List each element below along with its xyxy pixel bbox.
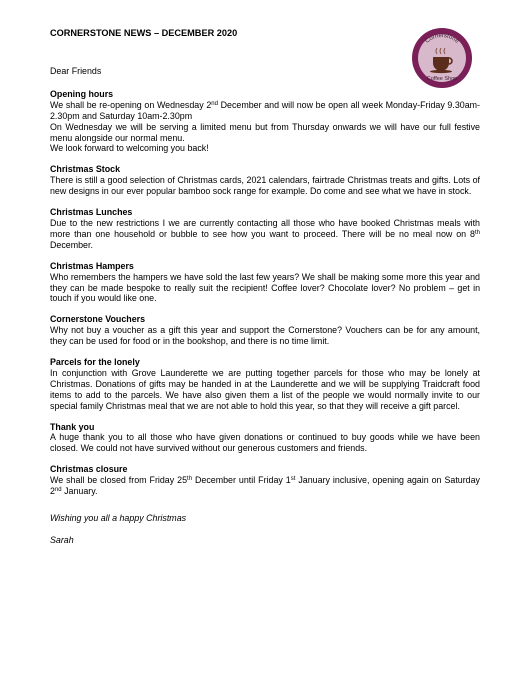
ordinal-suffix: st: [290, 476, 296, 483]
logo-bottom-text: Coffee Shop: [426, 76, 458, 82]
cornerstone-coffee-logo: [411, 27, 473, 89]
section-body: [50, 100, 480, 155]
salutation: Dear Friends: [50, 66, 102, 76]
ordinal-suffix: th: [187, 476, 193, 483]
section-christmas-closure: [50, 464, 480, 497]
section-heading: Thank you: [50, 421, 95, 432]
ordinal-suffix: nd: [211, 100, 218, 107]
paragraph: Who remembers the hampers we have sold the last few years? We shall be making some more this year and they can be made bespoke to really suit the recipient! Coffee lover? Chocolate lover? No problem – get in touch if you would like one.: [50, 271, 480, 304]
paragraph: Why not buy a voucher as a gift this year and support the Cornerstone? Vouchers can be for any amount, they can be used for food or in the bookshop, and there is no time limit.: [50, 325, 480, 347]
section-christmas-hampers: [50, 261, 480, 305]
logo-arc-text: Cornerstone: [424, 32, 460, 45]
paragraph: We shall be re-opening on Wednesday 2nd December and will now be open all week Monday-Friday 9.30am-2.30pm and Saturday 10am-2.30pm: [50, 99, 480, 121]
section-body: [50, 218, 480, 251]
section-christmas-lunches: [50, 207, 480, 251]
section-heading: Christmas Stock: [50, 164, 121, 175]
section-christmas-stock: [50, 164, 480, 197]
section-cornerstone-vouchers: [50, 314, 480, 347]
section-body: [50, 325, 480, 347]
section-opening-hours: [50, 89, 480, 154]
section-body: [50, 475, 480, 497]
signature: Sarah: [50, 534, 74, 545]
newsletter-page: [50, 28, 480, 546]
section-body: [50, 175, 480, 197]
section-parcels-for-the-lonely: [50, 357, 480, 412]
paragraph: Due to the new restrictions I we are currently contacting all those who have booked Christmas meals with more than one household or bubble to see how you want to proceed. There will be no meal now on 8th December.: [50, 217, 480, 250]
section-body: [50, 272, 480, 305]
section-body: [50, 432, 480, 454]
closing-line: Wishing you all a happy Christmas: [50, 513, 187, 523]
paragraph: In conjunction with Grove Launderette we are putting together parcels for those who may be lonely at Christmas. Donations of gifts may be handed in at the Launderette and we will be supplying Traidcraft food items to add to the parcels. We have also given them a list of the people we would normally invite to our special family Christmas meal that we are not able to hold this year, so that they will receive a gift parcel.: [50, 367, 480, 411]
paragraph: There is still a good selection of Christmas cards, 2021 calendars, fairtrade Christmas treats and gifts. Lots of new designs in our ever popular bamboo sock range for example. Do come and see what we have in stock.: [50, 175, 480, 197]
section-body: [50, 368, 480, 412]
section-heading: Parcels for the lonely: [50, 357, 140, 368]
newsletter-title: CORNERSTONE NEWS – DECEMBER 2020: [50, 28, 238, 38]
section-heading: Christmas Hampers: [50, 260, 134, 271]
paragraph: On Wednesday we will be serving a limited menu but from Thursday onwards we will have our full festive menu alongside our normal menu.: [50, 121, 480, 143]
section-thank-you: [50, 422, 480, 455]
section-heading: Opening hours: [50, 88, 114, 99]
ordinal-suffix: th: [474, 229, 480, 236]
section-heading: Cornerstone Vouchers: [50, 314, 146, 325]
paragraph: We shall be closed from Friday 25th December until Friday 1st January inclusive, opening again on Saturday 2nd January.: [50, 475, 480, 497]
ordinal-suffix: nd: [54, 487, 62, 494]
paragraph: A huge thank you to all those who have given donations or continued to buy goods while we have been closed. We could not have survived without our generous customers and friends.: [50, 432, 480, 454]
section-heading: Christmas Lunches: [50, 207, 133, 218]
paragraph: We look forward to welcoming you back!: [50, 143, 209, 154]
sections-container: [50, 89, 480, 497]
section-heading: Christmas closure: [50, 464, 128, 475]
